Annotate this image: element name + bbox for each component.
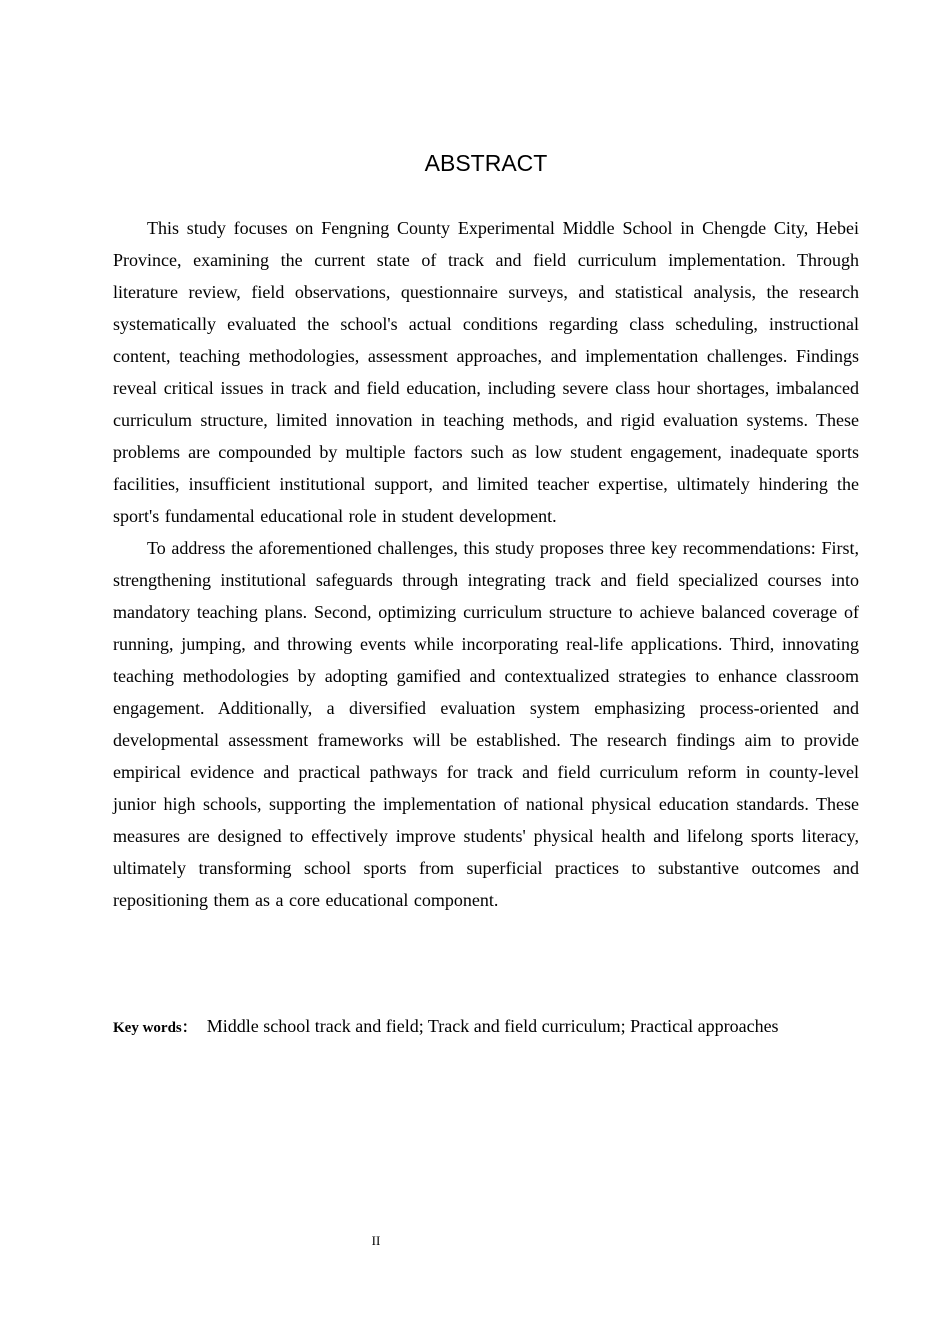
abstract-title: ABSTRACT — [424, 150, 548, 176]
abstract-paragraph-2: To address the aforementioned challenges, this study proposes three key recommendations: First, strengthening institutional safeguards through integrating track and field specialized courses into mandatory teaching plans. Second, optimizing curriculum structure to achieve balanced coverage of running, jumping, and throwing events while incorporating real-life applications. Third, innovating teaching methodologies by adopting gamified and contextualized strategies to enhance classroom engagement. Additionally, a diversified evaluation system emphasizing process-oriented and developmental assessment frameworks will be established. The research findings aim to provide empirical evidence and practical pathways for track and field curriculum reform in county-level junior high schools, supporting the implementation of national physical education standards. These measures are designed to effectively improve students' physical health and lifelong sports literacy, ultimately transforming school sports from superficial practices to substantive outcomes and repositioning them as a core educational component. — [113, 538, 859, 910]
keywords-label: Key words： — [113, 1020, 197, 1036]
abstract-paragraph-1: This study focuses on Fengning County Experimental Middle School in Chengde City, Hebei Province, examining the current state of track and field curriculum implementation. Through literature review, field observations, questionnaire surveys, and statistical analysis, the research systematically evaluated the school's actual conditions regarding class scheduling, instructional content, teaching methodologies, assessment approaches, and implementation challenges. Findings reveal critical issues in track and field education, including severe class hour shortages, imbalanced curriculum structure, limited innovation in teaching methods, and rigid evaluation systems. These problems are compounded by multiple factors such as low student engagement, inadequate sports facilities, insufficient institutional support, and limited teacher expertise, ultimately hindering the sport's fundamental educational role in student development. — [113, 218, 859, 526]
page-number: II — [371, 1233, 381, 1248]
keywords-text: Middle school track and field; Track and field curriculum; Practical approaches — [206, 1016, 779, 1036]
abstract-body — [113, 212, 859, 916]
keywords-section — [113, 1010, 859, 1044]
